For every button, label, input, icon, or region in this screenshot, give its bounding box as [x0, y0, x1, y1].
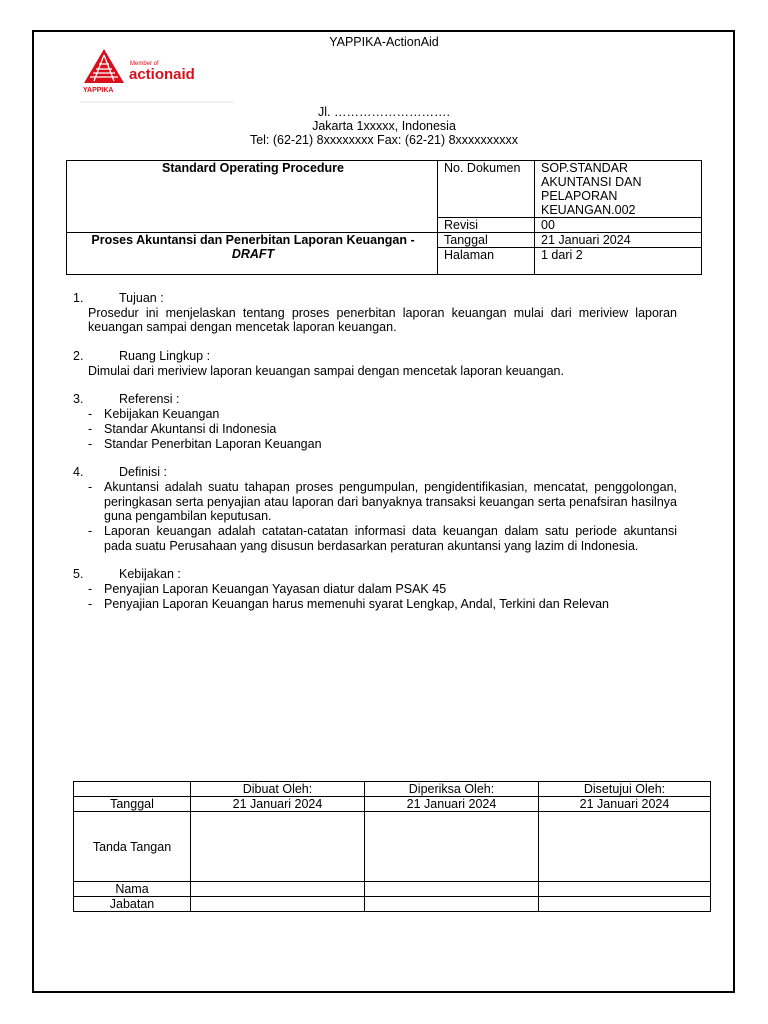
section-title: Ruang Lingkup : — [119, 349, 211, 364]
list-item-text: Penyajian Laporan Keuangan Yayasan diatur dalam PSAK 45 — [104, 582, 447, 597]
section-body: Prosedur ini menjelaskan tentang proses penerbitan laporan keuangan mulai dari meriview laporan keuangan sampai dengan mencetak laporan keuangan. — [88, 305, 677, 335]
nama-diperiksa[interactable] — [365, 882, 539, 897]
sop-header-table — [66, 160, 702, 275]
value-no-dokumen: SOP.STANDAR AKUNTANSI DAN PELAPORAN KEUANGAN.002 — [535, 161, 702, 218]
address-line-2: Jakarta 1xxxxx, Indonesia — [312, 119, 456, 133]
section-title: Definisi : — [119, 465, 167, 480]
sop-subtitle — [67, 233, 438, 275]
label-halaman: Halaman — [438, 248, 535, 275]
signature-box-diperiksa[interactable] — [365, 812, 539, 882]
row-label-nama: Nama — [74, 882, 191, 897]
address-line-1: Jl. ………………………. — [318, 105, 450, 119]
signature-box-disetujui[interactable] — [539, 812, 711, 882]
section-kebijakan — [73, 567, 677, 611]
value-halaman: 1 dari 2 — [535, 248, 702, 275]
label-revisi: Revisi — [438, 218, 535, 233]
label-no-dokumen: No. Dokumen — [438, 161, 535, 218]
list-item: - Standar Akuntansi di Indonesia — [88, 421, 277, 436]
list-item: - Laporan keuangan adalah catatan-catatan informasi data keuangan dalam satu periode akuntansi pada suatu Perusahaan yang disusun berdasarkan peraturan akuntansi yang lazim di Indonesia. — [88, 524, 677, 553]
tanggal-disetujui: 21 Januari 2024 — [539, 797, 711, 812]
list-item-text: Laporan keuangan adalah catatan-catatan informasi data keuangan dalam satu periode akuntansi pada suatu Perusahaan yang disusun berdasarkan peraturan akuntansi yang lazim di Indonesia. — [104, 524, 677, 553]
list-item: - Kebijakan Keuangan — [88, 407, 220, 422]
section-ruang-lingkup — [73, 349, 677, 378]
signature-table — [73, 781, 711, 912]
list-item: - Penyajian Laporan Keuangan Yayasan diatur dalam PSAK 45 — [88, 582, 447, 597]
section-definisi — [73, 465, 677, 553]
jabatan-diperiksa[interactable] — [365, 897, 539, 912]
tanggal-diperiksa: 21 Januari 2024 — [365, 797, 539, 812]
value-revisi: 00 — [535, 218, 702, 233]
list-item-text: Penyajian Laporan Keuangan harus memenuhi syarat Lengkap, Andal, Terkini dan Relevan — [104, 596, 609, 611]
label-tanggal: Tanggal — [438, 233, 535, 248]
tanggal-dibuat: 21 Januari 2024 — [191, 797, 365, 812]
section-title: Tujuan : — [119, 291, 164, 305]
nama-dibuat[interactable] — [191, 882, 365, 897]
sop-sections — [73, 291, 677, 626]
col-header-dibuat: Dibuat Oleh: — [191, 782, 365, 797]
section-title: Kebijakan : — [119, 567, 181, 582]
section-referensi — [73, 392, 677, 451]
actionaid-logo — [80, 47, 234, 103]
section-number: 3. — [73, 392, 84, 407]
logo-brand-text: actionaid — [129, 66, 195, 83]
list-item: - Penyajian Laporan Keuangan harus memenuhi syarat Lengkap, Andal, Terkini dan Relevan — [88, 596, 609, 611]
list-item-text: Kebijakan Keuangan — [104, 407, 220, 422]
row-label-jabatan: Jabatan — [74, 897, 191, 912]
value-tanggal: 21 Januari 2024 — [535, 233, 702, 248]
sop-subtitle-text: Proses Akuntansi dan Penerbitan Laporan Keuangan - — [91, 233, 415, 247]
list-item: - Standar Penerbitan Laporan Keuangan — [88, 436, 322, 451]
col-header-diperiksa: Diperiksa Oleh: — [365, 782, 539, 797]
address-line-3: Tel: (62-21) 8xxxxxxxx Fax: (62-21) 8xxxxxxxxxx — [249, 133, 519, 147]
row-label-tanggal: Tanggal — [74, 797, 191, 812]
section-tujuan — [73, 291, 677, 335]
section-number: 1. — [73, 291, 84, 305]
signature-box-dibuat[interactable] — [191, 812, 365, 882]
empty-corner-cell — [74, 782, 191, 797]
sop-title: Standard Operating Procedure — [67, 161, 438, 233]
list-item-text: Akuntansi adalah suatu tahapan proses pengumpulan, pengidentifikasian, mencatat, penggolongan, peringkasan serta penyajian atau laporan dari banyaknya transaksi keuangan serta penafsiran hasilnya guna pengambilan keputusan. — [104, 479, 677, 524]
row-label-tanda-tangan: Tanda Tangan — [74, 812, 191, 882]
jabatan-dibuat[interactable] — [191, 897, 365, 912]
section-body: Dimulai dari meriview laporan keuangan sampai dengan mencetak laporan keuangan. — [88, 363, 564, 378]
logo-org-text: YAPPIKA — [83, 87, 114, 94]
jabatan-disetujui[interactable] — [539, 897, 711, 912]
list-item-text: Standar Akuntansi di Indonesia — [104, 421, 277, 436]
section-number: 5. — [73, 567, 84, 582]
draft-label: DRAFT — [231, 247, 275, 261]
list-item: - Akuntansi adalah suatu tahapan proses pengumpulan, pengidentifikasian, mencatat, penggolongan, peringkasan serta penyajian atau laporan dari banyaknya transaksi keuangan serta penafsiran hasilnya guna pengambilan keputusan. — [88, 479, 677, 524]
section-title: Referensi : — [119, 392, 180, 407]
col-header-disetujui: Disetujui Oleh: — [539, 782, 711, 797]
section-number: 2. — [73, 349, 84, 364]
section-number: 4. — [73, 465, 84, 480]
list-item-text: Standar Penerbitan Laporan Keuangan — [104, 436, 322, 451]
org-name: YAPPIKA-ActionAid — [329, 35, 439, 49]
nama-disetujui[interactable] — [539, 882, 711, 897]
logo-member-text: Member of — [130, 61, 159, 67]
